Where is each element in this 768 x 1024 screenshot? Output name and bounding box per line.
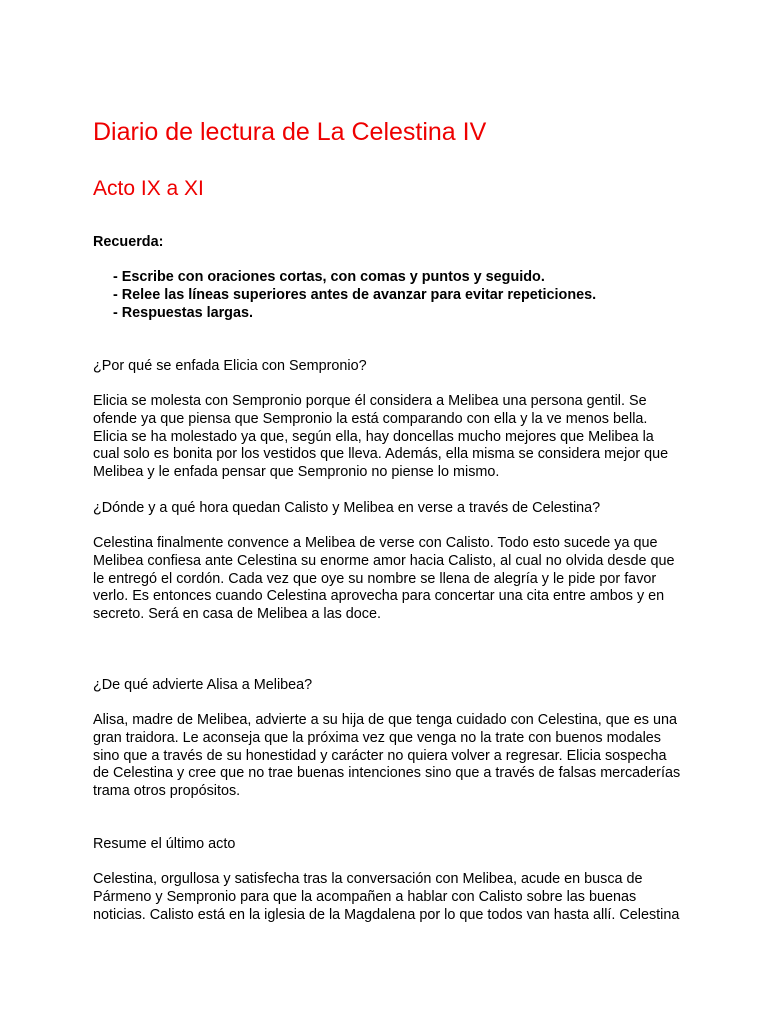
document-title: Diario de lectura de La Celestina IV xyxy=(93,118,487,146)
document-subtitle: Acto IX a XI xyxy=(93,177,204,200)
answer-line: secreto. Será en casa de Melibea a las doce. xyxy=(93,606,381,623)
answer-line: Melibea y le enfada pensar que Sempronio no piense lo mismo. xyxy=(93,464,500,481)
answer-line: verlo. Es entonces cuando Celestina aprovecha para concertar una cita entre ambos y en xyxy=(93,588,665,605)
answer-4 xyxy=(93,871,683,924)
answer-line: gran traidora. Le aconseja que la próxima vez que venga no la trate con buenos modales xyxy=(93,729,661,746)
tips-list xyxy=(113,269,596,322)
answer-line: sino que a través de su honestidad y carácter no quiera volver a regresar. Elicia sospecha xyxy=(93,747,667,764)
tip-item: - Relee las líneas superiores antes de avanzar para evitar repeticiones. xyxy=(113,286,597,303)
answer-line: cual solo es bonita por los vestidos que lleva. Además, ella misma se considera mejor que xyxy=(93,446,669,463)
answer-2 xyxy=(93,535,683,624)
question-3: ¿De qué advierte Alisa a Melibea? xyxy=(93,677,313,693)
answer-line: le entregó el cordón. Cada vez que oye su nombre se llena de alegría y le pide por favor xyxy=(93,570,657,587)
answer-line: Elicia se molesta con Sempronio porque él considera a Melibea una persona gentil. Se xyxy=(93,393,647,409)
question-2: ¿Dónde y a qué hora quedan Calisto y Melibea en verse a través de Celestina? xyxy=(93,500,601,516)
answer-line: noticias. Calisto está en la iglesia de la Magdalena por lo que todos van hasta allí. Celestina xyxy=(93,906,680,923)
answer-line: de Celestina y cree que no trae buenas intenciones sino que a través de falsas mercaderías xyxy=(93,765,681,782)
answer-1 xyxy=(93,393,683,482)
answer-line: Celestina, orgullosa y satisfecha tras la conversación con Melibea, acude en busca de xyxy=(93,871,643,887)
tip-item: - Escribe con oraciones cortas, con comas y puntos y seguido. xyxy=(113,269,545,285)
answer-line: Melibea confiesa ante Celestina su enorme amor hacia Calisto, al cual no olvida desde que xyxy=(93,552,675,569)
answer-line: Elicia se ha molestado ya que, según ella, hay doncellas mucho mejores que Melibea la xyxy=(93,428,654,445)
question-1: ¿Por qué se enfada Elicia con Sempronio? xyxy=(93,358,367,374)
answer-3 xyxy=(93,712,683,801)
answer-line: Pármeno y Sempronio para que la acompañen a hablar con Calisto sobre las buenas xyxy=(93,888,637,905)
tip-item: - Respuestas largas. xyxy=(113,304,253,321)
answer-line: ofende ya que piensa que Sempronio la está comparando con ella y la ve menos bella. xyxy=(93,410,648,427)
answer-line: Alisa, madre de Melibea, advierte a su hija de que tenga cuidado con Celestina, que es una xyxy=(93,712,678,728)
answer-line: trama otros propósitos. xyxy=(93,783,241,800)
remember-label: Recuerda: xyxy=(93,234,164,250)
answer-line: Celestina finalmente convence a Melibea de verse con Calisto. Todo esto sucede ya que xyxy=(93,535,658,551)
question-4: Resume el último acto xyxy=(93,836,236,852)
